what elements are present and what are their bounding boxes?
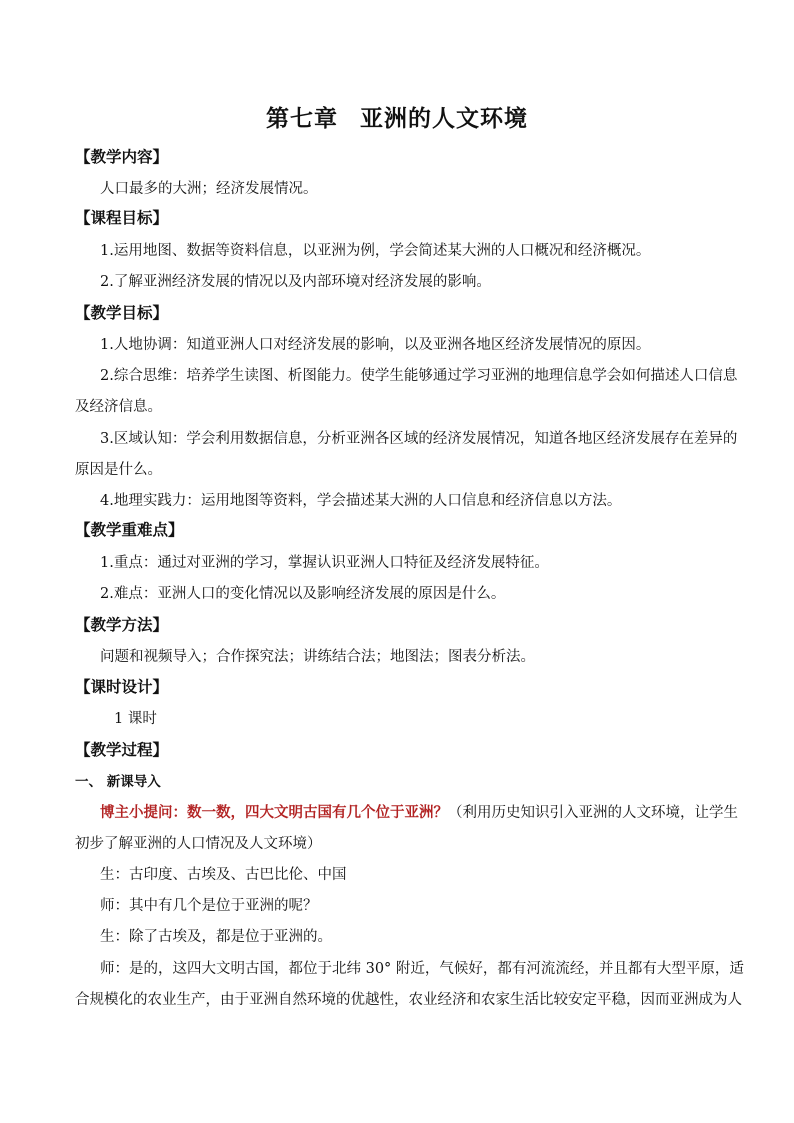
teacher-explanation-line1: 师：是的，这四大文明古国，都位于北纬 30° 附近，气候好，都有河流流经，并且都有大型平原，适 — [100, 961, 744, 977]
teaching-goal-4: 4.地理实践力：运用地图等资料，学会描述某大洲的人口信息和经济信息以方法。 — [100, 493, 622, 509]
heading-process: 【教学过程】 — [75, 740, 169, 759]
teaching-goal-1: 1.人地协调：知道亚洲人口对经济发展的影响，以及亚洲各地区经济发展情况的原因。 — [100, 337, 651, 353]
content-text: 人口最多的大洲；经济发展情况。 — [100, 181, 318, 197]
page-title — [0, 100, 794, 133]
title-chapter: 第七章 — [266, 105, 338, 132]
methods-text: 问题和视频导入；合作探究法；讲练结合法；地图法；图表分析法。 — [100, 649, 535, 665]
title-topic: 亚洲的人文环境 — [360, 105, 528, 132]
key-point-1: 1.重点：通过对亚洲的学习，掌握认识亚洲人口特征及经济发展特征。 — [100, 555, 549, 571]
teaching-goal-3-line1: 3.区域认知：学会利用数据信息，分析亚洲各区域的经济发展情况，知道各地区经济发展存在差异的 — [100, 431, 738, 447]
blogger-question-line1 — [100, 801, 750, 822]
teacher-explanation-line2: 合规模化的农业生产，由于亚洲自然环境的优越性，农业经济和农家生活比较安定平稳，因而亚洲成为人 — [75, 992, 742, 1008]
blogger-question-note: （利用历史知识引入亚洲的人文环境，让学生 — [448, 805, 738, 821]
blogger-question-highlight: 博主小提问：数一数，四大文明古国有几个位于亚洲？ — [100, 804, 448, 821]
curriculum-goal-1: 1.运用地图、数据等资料信息，以亚洲为例，学会简述某大洲的人口概况和经济概况。 — [100, 243, 651, 259]
process-subheading-1: 一、 新课导入 — [75, 774, 161, 790]
blogger-question-line2: 初步了解亚洲的人口情况及人文环境） — [75, 836, 322, 852]
heading-content: 【教学内容】 — [75, 147, 169, 166]
heading-methods: 【教学方法】 — [75, 615, 169, 634]
heading-teaching-goals: 【教学目标】 — [75, 303, 169, 322]
teaching-goal-2-line1: 2.综合思维：培养学生读图、析图能力。使学生能够通过学习亚洲的地理信息学会如何描述人口信息 — [100, 368, 738, 384]
student-answer-1: 生：古印度、古埃及、古巴比伦、中国 — [100, 867, 347, 883]
curriculum-goal-2: 2.了解亚洲经济发展的情况以及内部环境对经济发展的影响。 — [100, 274, 491, 290]
teaching-goal-2-line2: 及经济信息。 — [75, 399, 162, 415]
key-point-2: 2.难点：亚洲人口的变化情况以及影响经济发展的原因是什么。 — [100, 586, 506, 602]
teacher-question-1: 师：其中有几个是位于亚洲的呢？ — [100, 898, 318, 914]
hours-text: 1 课时 — [114, 711, 157, 727]
heading-curriculum-goals: 【课程目标】 — [75, 208, 169, 227]
teaching-goal-3-line2: 原因是什么。 — [75, 462, 162, 478]
heading-key-points: 【教学重难点】 — [75, 520, 184, 539]
student-answer-2: 生：除了古埃及，都是位于亚洲的。 — [100, 929, 332, 945]
heading-hours: 【课时设计】 — [75, 677, 169, 696]
